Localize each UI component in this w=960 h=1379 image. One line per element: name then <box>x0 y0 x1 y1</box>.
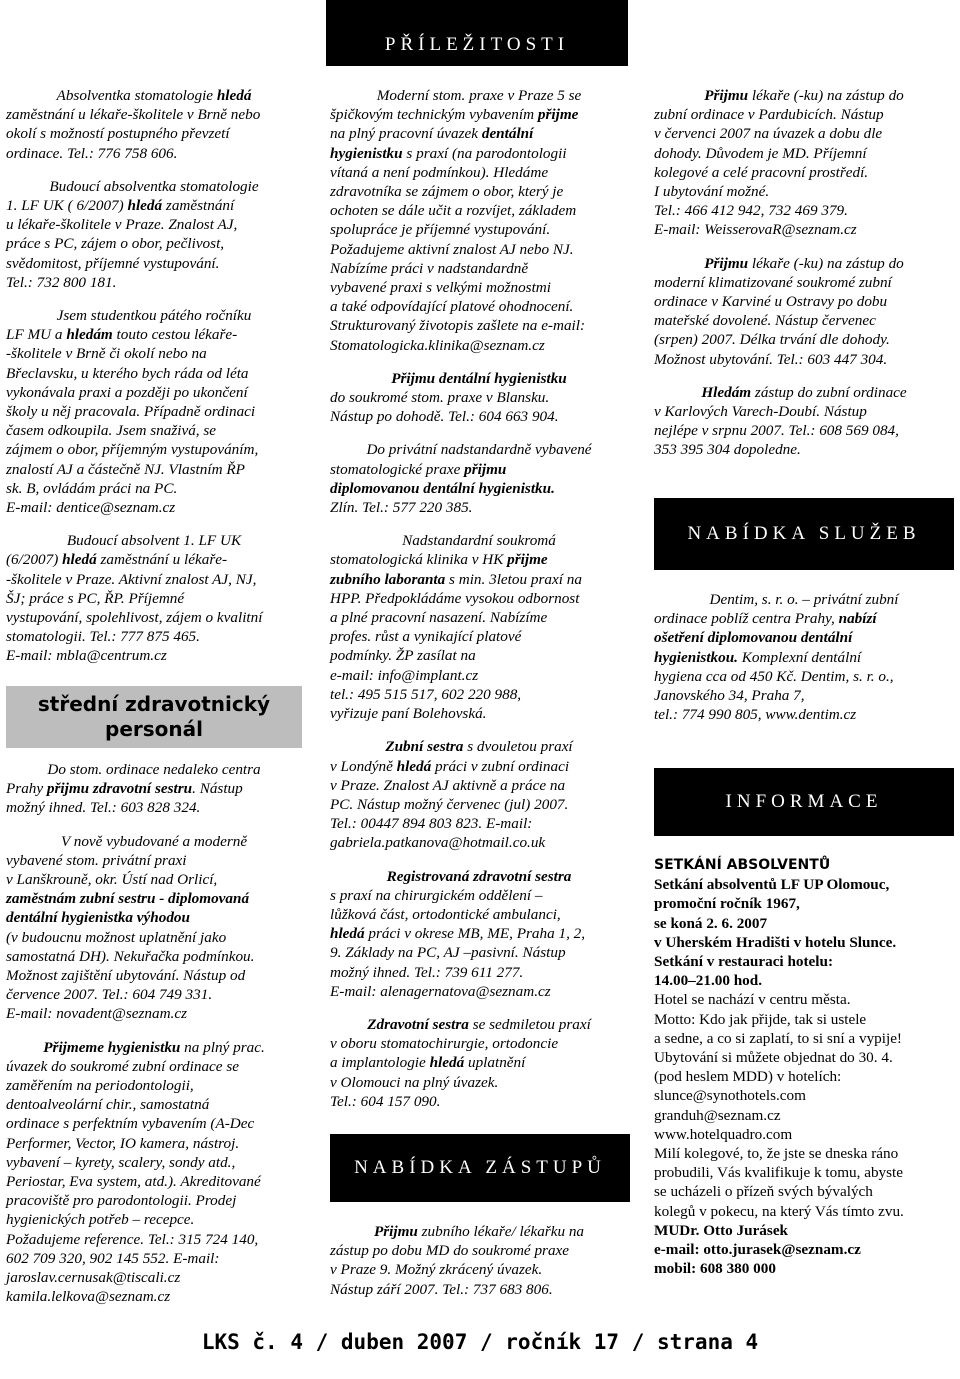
classified-ad: Přijmeme hygienistku na plný prac. úvazek do soukromé zubní ordinace se zaměřením na periodontologii, dentoalveolární chir., samostatná ordinace s perfektním vybavením (A-Dec Performer, Vector, IO kamera, nástroj. vybavení – kyrety, scalery, sondy atd., Periostar, Eva system, atd.). Akreditované pracoviště pro parodontologii. Prodej hygienických potřeb – recepce. Požadujeme reference. Tel.: 315 724 140, 602 709 320, 902 145 552. E-mail: jaroslav.cernusak@tiscali.cz kamila.lelkova@seznam.cz <box>6 1038 265 1306</box>
classified-ad: Hledám zástup do zubní ordinace v Karlových Varech-Doubí. Nástup nejlépe v srpnu 2007. Tel.: 608 569 084, 353 395 304 dopoledne. <box>654 383 907 459</box>
classified-ad: Do stom. ordinace nedaleko centra Prahy přijmu zdravotní sestru. Nástup možný ihned. Tel.: 603 828 324. <box>6 761 261 817</box>
classified-ad: Přijmu lékaře (-ku) na zástup do moderní klimatizované soukromé zubní ordinace v Karviné u Ostravy po dobu mateřské dovolené. Nástup červenec (srpen) 2007. Délka trvání dle dohody. Možnost ubytování. Tel.: 603 447 304. <box>654 254 904 368</box>
column-middle-lower <box>330 1222 628 1313</box>
column-right <box>654 86 954 474</box>
column-left-lower <box>6 760 302 1320</box>
classified-ad: Přijmu dentální hygienistku do soukromé stom. praxe v Blansku. Nástup po dohodě. Tel.: 604 663 904. <box>330 369 567 426</box>
classified-ad: Absolventka stomatologie hledá zaměstnání u lékaře-školitele v Brně nebo okolí s možností postupného převzetí ordinace. Tel.: 776 758 606. <box>6 87 261 162</box>
column-middle <box>330 86 628 1125</box>
info-announcement: SETKÁNÍ ABSOLVENTŮ Setkání absolventů LF UP Olomouc, promoční ročník 1967, se koná 2. 6. 2007 v Uherském Hradišti v hotelu Slunce. Setkání v restauraci hotelu: 14.00–21.00 hod. Hotel se nachází v centru města. Motto: Kdo jak přijde, tak si ustele a sedne, a co si zaplatí, to si sní a vypije! Ubytování si můžete objednat do 30. 4. (pod heslem MDD) v hotelích: slunce@synothotels.com granduh@seznam.cz www.hotelquadro.com Milí kolegové, to, že jste se dneska ráno probudili, Vás kvalifikuje k tomu, abyste se ucházeli o přízeň svých bývalých kolegů v pokecu, na který Vás tímto zvu. MUDr. Otto Jurásek e-mail: otto.jurasek@seznam.cz mobil: 608 380 000 <box>654 856 954 1278</box>
section-banner-nabidka-sluzeb: NABÍDKA SLUŽEB <box>654 498 954 570</box>
section-banner-informace: INFORMACE <box>654 768 954 836</box>
classified-ad: Zdravotní sestra se sedmiletou praxí v oboru stomatochirurgie, ortodoncie a implantologie hledá uplatnění v Olomouci na plný úvazek. Tel.: 604 157 090. <box>330 1015 591 1110</box>
classified-ad: V nově vybudované a moderně vybavené stom. privátní praxi v Lanškrouně, okr. Ústí nad Orlicí, zaměstnám zubní sestru - diplomovaná dentální hygienistka výhodou (v budoucnu možnost uplatnění jako samostatná DH). Nekuřačka podmínkou. Možnost zajištění ubytování. Nástup od července 2007. Tel.: 604 749 331. E-mail: novadent@seznam.cz <box>6 832 255 1023</box>
section-banner-nabidka-zastupu: NABÍDKA ZÁSTUPŮ <box>330 1134 630 1202</box>
classified-ad: Registrovaná zdravotní sestra s praxí na chirurgickém oddělení – lůžková část, ortodontické ambulanci, hledá práci v okrese MB, ME, Praha 1, 2, 9. Základy na PC, AJ –pasivní. Nástup možný ihned. Tel.: 739 611 277. E-mail: alenagernatova@seznam.cz <box>330 867 586 1000</box>
banner-title: PŘÍLEŽITOSTI <box>384 34 570 55</box>
classified-ad: Přijmu zubního lékaře/ lékařku na zástup po dobu MD do soukromé praxe v Praze 9. Možný zkrácený úvazek. Nástup září 2007. Tel.: 737 683 806. <box>330 1223 585 1298</box>
page-footer: LKS č. 4 / duben 2007 / ročník 17 / strana 4 <box>201 1330 759 1354</box>
column-right-middle <box>654 590 954 738</box>
classified-ad: Budoucí absolvent 1. LF UK (6/2007) hledá zaměstnání u lékaře- -školitele v Praze. Aktivní znalost AJ, NJ, ŠJ; práce s PC, ŘP. Příjemné vystupování, spolehlivost, zájem o kvalitní stomatologii. Tel.: 777 875 465. E-mail: mbla@centrum.cz <box>6 532 263 665</box>
classified-ad: Do privátní nadstandardně vybavené stomatologické praxe přijmu diplomovanou dentální hygienistku. Zlín. Tel.: 577 220 385. <box>330 441 592 517</box>
classified-ad: Nadstandardní soukromá stomatologická klinika v HK přijme zubního laboranta s min. 3letou praxí na HPP. Předpokládáme vysokou odbornost a plné pracovní nasazení. Nabízíme profes. růst a vynikající platové podmínky. ŽP zasílat na e-mail: info@implant.cz tel.: 495 515 517, 602 220 988, vyřizuje paní Bolehovská. <box>330 532 582 723</box>
classified-ad: Moderní stom. praxe v Praze 5 se špičkovým technickým vybavením přijme na plný pracovní úvazek dentální hygienistku s praxí (na parodontologii vítaná a není podmínkou). Hledáme zdravotníka se zájmem o obor, který je ochoten se dále učit a rozvíjet, základem spolupráce je příjemné vystupování. Požadujeme aktivní znalost AJ nebo NJ. Nabízíme práci v nadstandardně vybavené praxi s velkými možnostmi a také odpovídající platové ohodnocení. Strukturovaný životopis zašlete na e-mail: Stomatologicka.klinika@seznam.cz <box>330 87 586 354</box>
classified-ad: Přijmu lékaře (-ku) na zástup do zubní ordinace v Pardubicích. Nástup v červenci 2007 na úvazek a dobu dle dohody. Důvodem je MD. Příjemní kolegové a celé pracovní prostředí. I ubytování možné. Tel.: 466 412 942, 732 469 379. E-mail: WeisserovaR@seznam.cz <box>654 87 904 239</box>
section-banner-prilezitosti <box>326 0 628 66</box>
section-banner-stredni-personal: střední zdravotnický personál <box>6 686 302 748</box>
column-left <box>6 86 302 680</box>
classified-ad: Jsem studentkou pátého ročníku LF MU a hledám touto cestou lékaře- -školitele v Brně či okolí nebo na Břeclavsku, u kterého bych ráda od léta vykonávala praxi a později po ukončení školy u něj pracovala. Případně ordinaci časem odkoupila. Jsem snaživá, se zájmem o obor, příjemným vystupováním, znalostí AJ a částečně NJ. Vlastním ŘP sk. B, ovládám práci na PC. E-mail: dentice@seznam.cz <box>6 307 259 517</box>
info-heading: SETKÁNÍ ABSOLVENTŮ <box>654 857 831 873</box>
classified-ad: Budoucí absolventka stomatologie 1. LF UK ( 6/2007) hledá zaměstnání u lékaře-školitele v Praze. Znalost AJ, práce s PC, zájem o obor, pečlivost, svědomitost, příjemné vystupování. Tel.: 732 800 181. <box>6 177 259 291</box>
classified-ad: Dentim, s. r. o. – privátní zubní ordinace poblíž centra Prahy, nabízí ošetření diplomovanou dentální hygienistkou. Komplexní dentální hygiena cca od 450 Kč. Dentim, s. r. o., Janovského 34, Praha 7, tel.: 774 990 805, www.dentim.cz <box>654 591 899 724</box>
classified-ad: Zubní sestra s dvouletou praxí v Londýně hledá práci v zubní ordinaci v Praze. Znalost AJ aktivně a práce na PC. Nástup možný červenec (jul) 2007. Tel.: 00447 894 803 823. E-mail: gabriela.patkanova@hotmail.co.uk <box>330 738 573 852</box>
